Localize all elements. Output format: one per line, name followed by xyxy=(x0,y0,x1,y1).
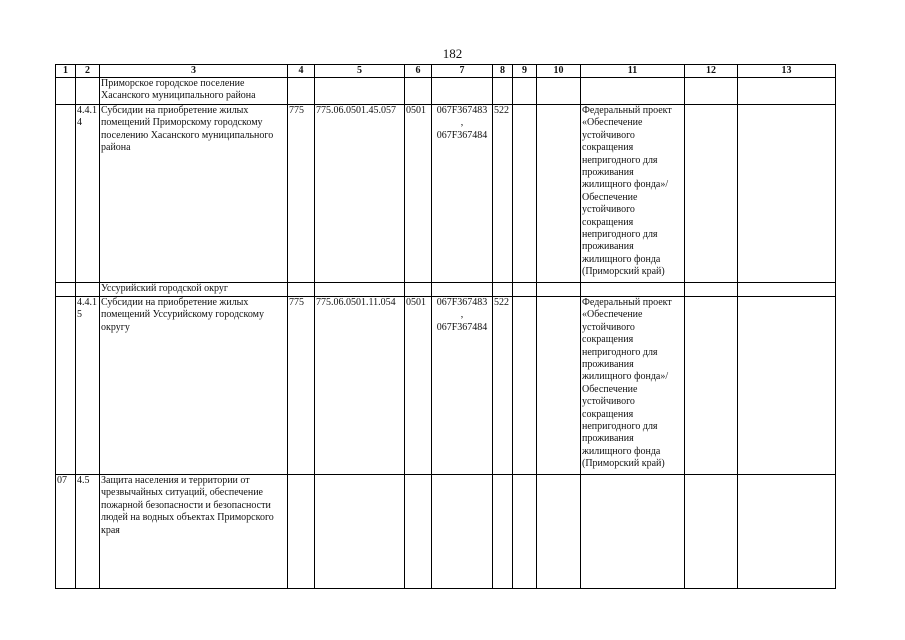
header-cell: 1 xyxy=(56,65,76,78)
section-code: 07 xyxy=(56,475,76,589)
item-name: Субсидии на приобретение жилых помещений Уссурийскому городскому округу xyxy=(100,297,288,475)
header-cell: 12 xyxy=(685,65,738,78)
header-cell: 4 xyxy=(288,65,315,78)
item-section: 0501 xyxy=(405,297,432,475)
header-cell: 5 xyxy=(315,65,405,78)
header-cell: 8 xyxy=(493,65,513,78)
item-number: 4.4.1 4 xyxy=(76,105,100,283)
item-name: Защита населения и территории от чрезвычайных ситуаций, обеспечение пожарной безопасности и безопасности людей на водных объектах Приморского края xyxy=(100,475,288,589)
table-row-4-4-14 xyxy=(56,105,836,283)
group-title: Приморское городское поселение Хасанского муниципального района xyxy=(100,78,288,105)
header-cell: 10 xyxy=(537,65,581,78)
item-code: 775.06.0501.45.057 xyxy=(315,105,405,283)
group-title: Уссурийский городской округ xyxy=(100,283,288,297)
header-cell: 11 xyxy=(581,65,685,78)
budget-table xyxy=(55,64,836,589)
group-row-primorskoe xyxy=(56,78,836,105)
header-cell: 3 xyxy=(100,65,288,78)
header-cell: 6 xyxy=(405,65,432,78)
header-row xyxy=(56,65,836,78)
header-cell: 2 xyxy=(76,65,100,78)
table-row-4-4-15 xyxy=(56,297,836,475)
item-number: 4.5 xyxy=(76,475,100,589)
item-grbs: 775 xyxy=(288,297,315,475)
item-section: 0501 xyxy=(405,105,432,283)
header-cell: 13 xyxy=(738,65,836,78)
item-project: Федеральный проект «Обеспечение устойчивого сокращения непригодного для проживания жилищного фонда»/Обеспечение устойчивого сокращения непригодного для проживания жилищного фонда (Приморский край) xyxy=(581,297,685,475)
item-expense-type: 522 xyxy=(493,297,513,475)
item-grbs: 775 xyxy=(288,105,315,283)
table-row-4-5 xyxy=(56,475,836,589)
header-cell: 7 xyxy=(432,65,493,78)
item-code: 775.06.0501.11.054 xyxy=(315,297,405,475)
item-number: 4.4.1 5 xyxy=(76,297,100,475)
item-name: Субсидии на приобретение жилых помещений Приморскому городскому поселению Хасанского муниципального района xyxy=(100,105,288,283)
item-project: Федеральный проект «Обеспечение устойчивого сокращения непригодного для проживания жилищного фонда»/Обеспечение устойчивого сокращения непригодного для проживания жилищного фонда (Приморский край) xyxy=(581,105,685,283)
page-number: 182 xyxy=(442,46,463,61)
item-expense-type: 522 xyxy=(493,105,513,283)
item-target-article: 067F367483 , 067F367484 xyxy=(432,105,493,283)
header-cell: 9 xyxy=(513,65,537,78)
item-target-article: 067F367483 , 067F367484 xyxy=(432,297,493,475)
group-row-ussuriysk xyxy=(56,283,836,297)
